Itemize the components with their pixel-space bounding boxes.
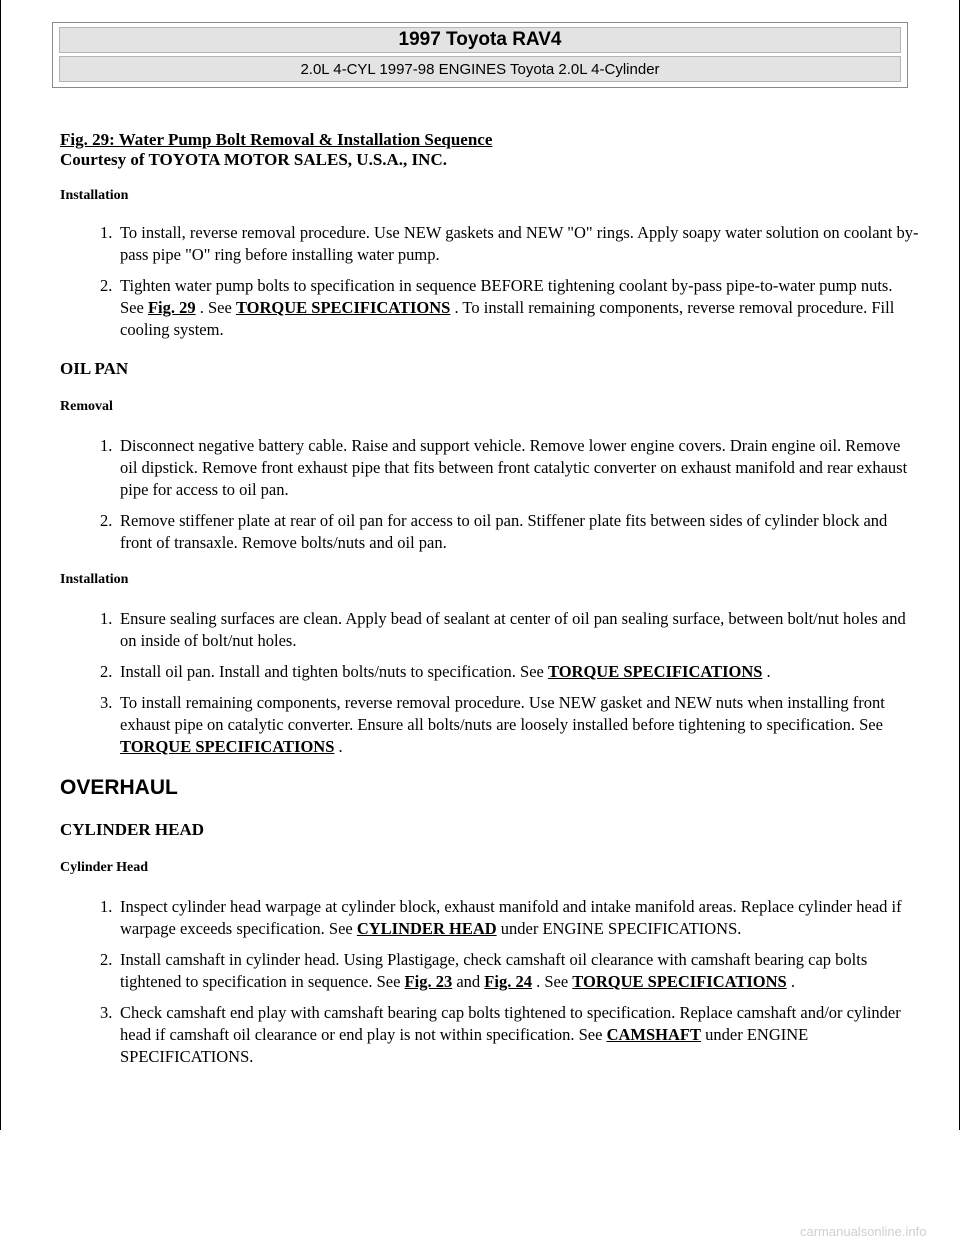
fig-23-link[interactable]: Fig. 23	[404, 972, 453, 991]
cylinder-head-heading: CYLINDER HEAD	[60, 820, 205, 839]
cylinder-head-link[interactable]: CYLINDER HEAD	[356, 919, 497, 938]
cylinder-head-subheading: Cylinder Head	[60, 860, 149, 875]
torque-specifications-link[interactable]: TORQUE SPECIFICATIONS	[120, 737, 335, 756]
torque-specifications-link[interactable]: TORQUE SPECIFICATIONS	[548, 662, 763, 681]
oil-pan-heading: OIL PAN	[60, 359, 129, 378]
oil-pan-removal-steps	[102, 435, 920, 554]
list-item: 1. Ensure sealing surfaces are clean. Apply bead of sealant at center of oil pan sealing surface, between bolt/nut holes and on inside of bolt/nut holes.	[100, 609, 906, 650]
list-item: 1. Disconnect negative battery cable. Raise and support vehicle. Remove lower engine covers. Drain engine oil. Remove oil dipstick. Remove front exhaust pipe that fits between front catalytic converter on exhaust manifold and rear exhaust pipe for access to oil pan.	[100, 436, 908, 499]
water-pump-installation-heading: Installation	[60, 188, 129, 203]
header-title: 1997 Toyota RAV4	[59, 27, 901, 53]
list-item: 3. To install remaining components, reverse removal procedure. Use NEW gasket and NEW nuts when installing front exhaust pipe on catalytic converter. Ensure all bolts/nuts are loosely installed before tightening to specification. See TORQUE SPECIFICATIONS .	[100, 693, 885, 756]
list-item: 2. Install camshaft in cylinder head. Using Plastigage, check camshaft oil clearance with camshaft bearing cap bolts tightened to specification in sequence. See Fig. 23 and Fig. 24 . See TORQUE SPECIFICATIONS .	[100, 950, 868, 991]
figure-caption	[60, 130, 920, 170]
oil-pan-installation-heading: Installation	[60, 572, 129, 587]
list-item: 1. Inspect cylinder head warpage at cylinder block, exhaust manifold and intake manifold areas. Replace cylinder head if warpage exceeds specification. See CYLINDER HEAD under ENGINE SPECIFICATIONS.	[100, 897, 902, 938]
document-body	[60, 130, 920, 1077]
fig-29-link[interactable]: Fig. 29	[147, 298, 196, 317]
figure-title: Fig. 29: Water Pump Bolt Removal & Installation Sequence	[60, 130, 493, 149]
torque-specifications-link[interactable]: TORQUE SPECIFICATIONS	[572, 972, 787, 991]
page-header	[52, 22, 908, 88]
header-subtitle: 2.0L 4-CYL 1997-98 ENGINES Toyota 2.0L 4-Cylinder	[59, 56, 901, 82]
list-item: 2. Install oil pan. Install and tighten bolts/nuts to specification. See TORQUE SPECIFICATIONS .	[100, 662, 771, 681]
oil-pan-removal-heading: Removal	[60, 399, 113, 414]
torque-specifications-link[interactable]: TORQUE SPECIFICATIONS	[235, 298, 451, 317]
camshaft-link[interactable]: CAMSHAFT	[606, 1025, 701, 1044]
cylinder-head-steps	[102, 896, 920, 1068]
water-pump-installation-steps	[102, 222, 920, 341]
oil-pan-installation-steps	[102, 608, 920, 758]
list-item: 3. Check camshaft end play with camshaft bearing cap bolts tightened to specification. Replace camshaft and/or cylinder head if camshaft oil clearance or end play is not within specification. See CAMSHAFT under ENGINE SPECIFICATIONS.	[100, 1003, 901, 1066]
figure-courtesy: Courtesy of TOYOTA MOTOR SALES, U.S.A., INC.	[60, 150, 447, 169]
watermark: carmanualsonline.info	[800, 1224, 927, 1239]
overhaul-heading: OVERHAUL	[60, 776, 178, 799]
fig-24-link[interactable]: Fig. 24	[484, 972, 532, 991]
list-item: 1. To install, reverse removal procedure. Use NEW gaskets and NEW "O" rings. Apply soapy water solution on coolant by-pass pipe "O" ring before installing water pump.	[100, 223, 919, 264]
list-item: 2. Remove stiffener plate at rear of oil pan for access to oil pan. Stiffener plate fits between sides of cylinder block and front of transaxle. Remove bolts/nuts and oil pan.	[100, 511, 888, 552]
list-item: 2. Tighten water pump bolts to specification in sequence BEFORE tightening coolant by-pass pipe-to-water pump nuts. See Fig. 29 . See TORQUE SPECIFICATIONS . To install remaining components, reverse removal procedure. Fill cooling system.	[100, 276, 895, 339]
